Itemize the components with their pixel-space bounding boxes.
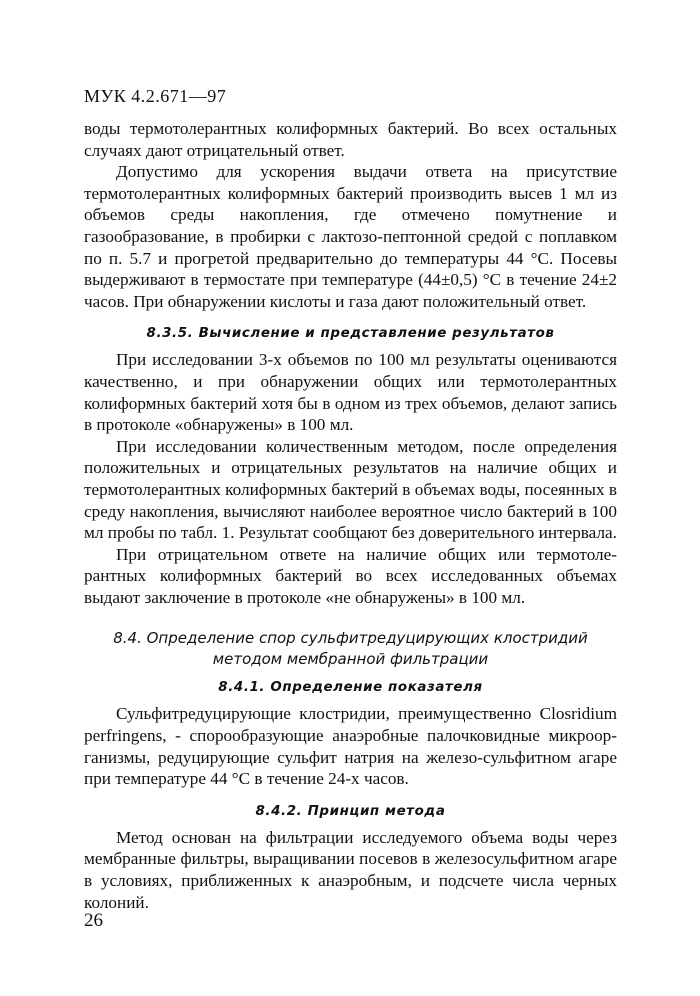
section-heading-8-4-2: 8.4.2. Принцип метода (255, 803, 446, 819)
page-number: 26 (84, 910, 103, 931)
section-heading-8-4-1: 8.4.1. Определение показателя (218, 680, 483, 696)
section-heading-8-4: 8.4. Определение спор сульфитредуцирующих клостридий методом мембранной фильтрации (113, 629, 588, 669)
running-header: МУК 4.2.671—97 (84, 86, 227, 106)
paragraph-clostridia-definition: Сульфитредуцирующие клостридии, преимущественно Closridium perfringens, - спорообразующие анаэробные палочковидные микроорганизмы, редуцирующие сульфит натрия на железо-сульфитном агаре при температуре 44 °С в течение 24-х часов. (84, 704, 617, 789)
text-column (84, 118, 617, 913)
paragraph-negative-result: При отрицательном ответе на наличие общих или термотолерантных колиформных бактерий во всех исследованных объемах выдают заключение в протоколе «не обнаружены» в 100 мл. (84, 544, 617, 607)
paragraph-accelerated-test: Допустимо для ускорения выдачи ответа на присутствие термотолерантных колиформных бактерий производить высев 1 мл из объемов среды накопления, где отмечено помутнение и газообразование, в пробирки с лактозо-пептонной средой с поплавком по п. 5.7 и прогретой предварительно до температуры 44 °С. Посевы выдерживают в термостате при температуре (44±0,5) °С в течение 24±2 часов. При обнаружении кислоты и газа дают положительный ответ. (84, 162, 617, 311)
section-heading-8-3-5: 8.3.5. Вычисление и представление результатов (146, 326, 555, 342)
paragraph-quantitative-method: При исследовании количественным методом, после определения положительных и отрицательных результатов на наличие общих и термотолерантных колиформных бактерий в объемах воды, посеянных в среду накопления, вычисляют наиболее вероятное число бактерий в 100 мл пробы по табл. 1. Результат сообщают без доверительного интервала. (84, 436, 617, 543)
paragraph-continuation: воды термотолерантных колиформных бактерий. Во всех остальных случаях дают отрицательный ответ. (84, 119, 617, 160)
paragraph-three-volumes: При исследовании 3-х объемов по 100 мл результаты оцениваются качественно, и при обнаружении общих или термотолерантных колиформных бактерий хотя бы в одном из трех объемов, делают запись в протоколе «обнаружены» в 100 мл. (84, 350, 617, 435)
paragraph-method-principle: Метод основан на фильтрации исследуемого объема воды через мембранные фильтры, выращивании посевов в железосульфитном агаре в условиях, приближенных к анаэробным, и подсчете числа черных колоний. (84, 827, 617, 912)
